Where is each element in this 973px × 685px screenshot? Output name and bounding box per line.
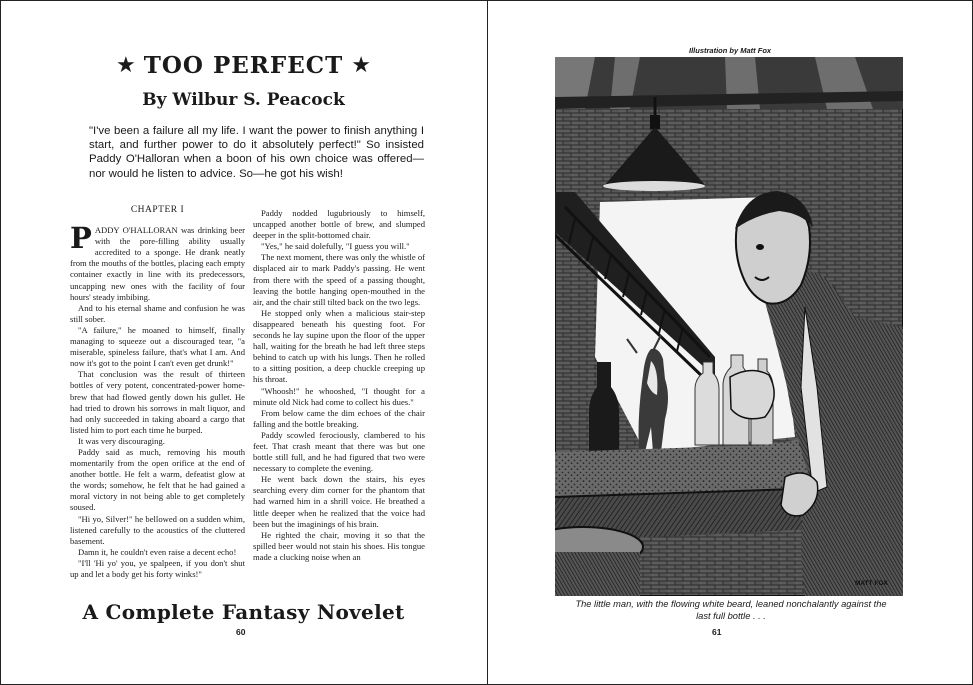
novelet-banner: A Complete Fantasy Novelet [82,600,405,624]
paragraph: "Hi yo, Silver!" he bellowed on a sudden whim, listened carefully to the acoustics of the cluttered basement. [70,513,245,546]
first-paragraph [70,221,245,303]
ceiling-beams [555,57,903,109]
paragraph: And to his eternal shame and confusion he was still sober. [70,302,245,324]
paragraph: The next moment, there was only the whistle of displaced air to mark Paddy's passing. He went from there with the speed of a passing thought, leaving the bottle hanging open-mouthed in the air, and the chair still tilted back on the two legs. [253,252,425,307]
illustration-credit: Illustration by Matt Fox [689,46,772,55]
drop-cap: P [70,221,92,256]
paragraph: "I'll 'Hi yo' you, ye spalpeen, if you don't shut up and let a body get his forty winks!" [70,557,245,579]
raised-hand [730,370,774,418]
story-blurb: "I've been a failure all my life. I want the power to finish anything I start, and further power to do it absolutely perfect!" So insisted Paddy O'Halloran when a boon of his own choice was offered—nor would he listen to advice. So—he got his wish! [89,125,424,180]
text-column-2 [253,208,425,563]
page-number-right: 61 [712,627,722,637]
paragraph: From below came the dim echoes of the chair falling and the bottle breaking. [253,407,425,429]
artist-signature: MATT FOX [855,580,888,587]
paragraph: Paddy scowled ferociously, clambered to his feet. That crash meant that there was but one bottle still full, and he had figured that two were necessary to complete the evening. [253,429,425,474]
paragraph: "Yes," he said dolefully, "I guess you will." [261,241,410,252]
paragraph: Damn it, he couldn't even raise a decent echo! [78,546,237,557]
story-title-row [0,52,487,79]
paragraph: That conclusion was the result of thirteen bottles of very potent, concentrated-power home-brew that had flowed gently down his gullet. He had tried to drown his sorrows in malt liquor, and had only succeeded in taking aboard a cargo that listed him to port each time he burped. [70,369,245,435]
star-icon-right: ★ [351,52,371,77]
page-number-left: 60 [236,627,246,637]
first-paragraph-text: ADDY O'HALLORAN was drinking beer with the pore-filling ability usually accredited to a sponge. He drank neatly from the mouths of the bottles, placing each empty container exactly in line with its predecessors, uncapping new ones with the facility of four hours' steady imbibing. [70,225,245,302]
story-title: TOO PERFECT [143,52,344,79]
star-icon-left: ★ [116,52,136,77]
paragraph: He went back down the stairs, his eyes searching every dim corner for the phantom that had warned him in a shrill voice. He breathed a little deeper when he realized that the voice had been but the imaginings of his brain. [253,474,425,529]
illustration-caption: The little man, with the flowing white beard, leaned nonchalantly against the last full bottle . . . [575,599,887,621]
story-illustration [555,57,903,596]
story-author: By Wilbur S. Peacock [142,90,345,110]
paragraph: Paddy nodded lugubriously to himself, uncapped another bottle of brew, and slumped deeper in the split-bottomed chair. [253,208,425,241]
paragraph: He stopped only when a malicious stair-step disappeared beneath his questing foot. For seconds he lay supine upon the floor of the upper hall, waiting for the breath he had left three steps behind to catch up with his lungs. Then he rolled to a sitting position, a deep chuckle creeping up his throat. [253,307,425,385]
paragraph: He righted the chair, moving it so that the spilled beer would not stain his shoes. His tongue made a clucking noise when an [253,529,425,562]
paragraph: It was very discouraging. [78,435,165,446]
paragraph: Paddy said as much, removing his mouth momentarily from the open orifice at the end of another bottle. He felt a warm, defeatist glow at the words; somehow, he felt that he had gained a moral victory in not being able to get completely soused. [70,446,245,513]
text-column-1 [70,205,245,580]
paragraph: "Whoosh!" he whooshed, "I thought for a minute old Nick had come to collect his dues." [253,385,425,407]
paragraph: "A failure," he moaned to himself, finally managing to squeeze out a discouraged tear, "a miserable, spineless failure, that's what I am. And now it's got to the point I can't even get drunk!" [70,324,245,369]
chapter-heading: CHAPTER I [130,205,185,215]
